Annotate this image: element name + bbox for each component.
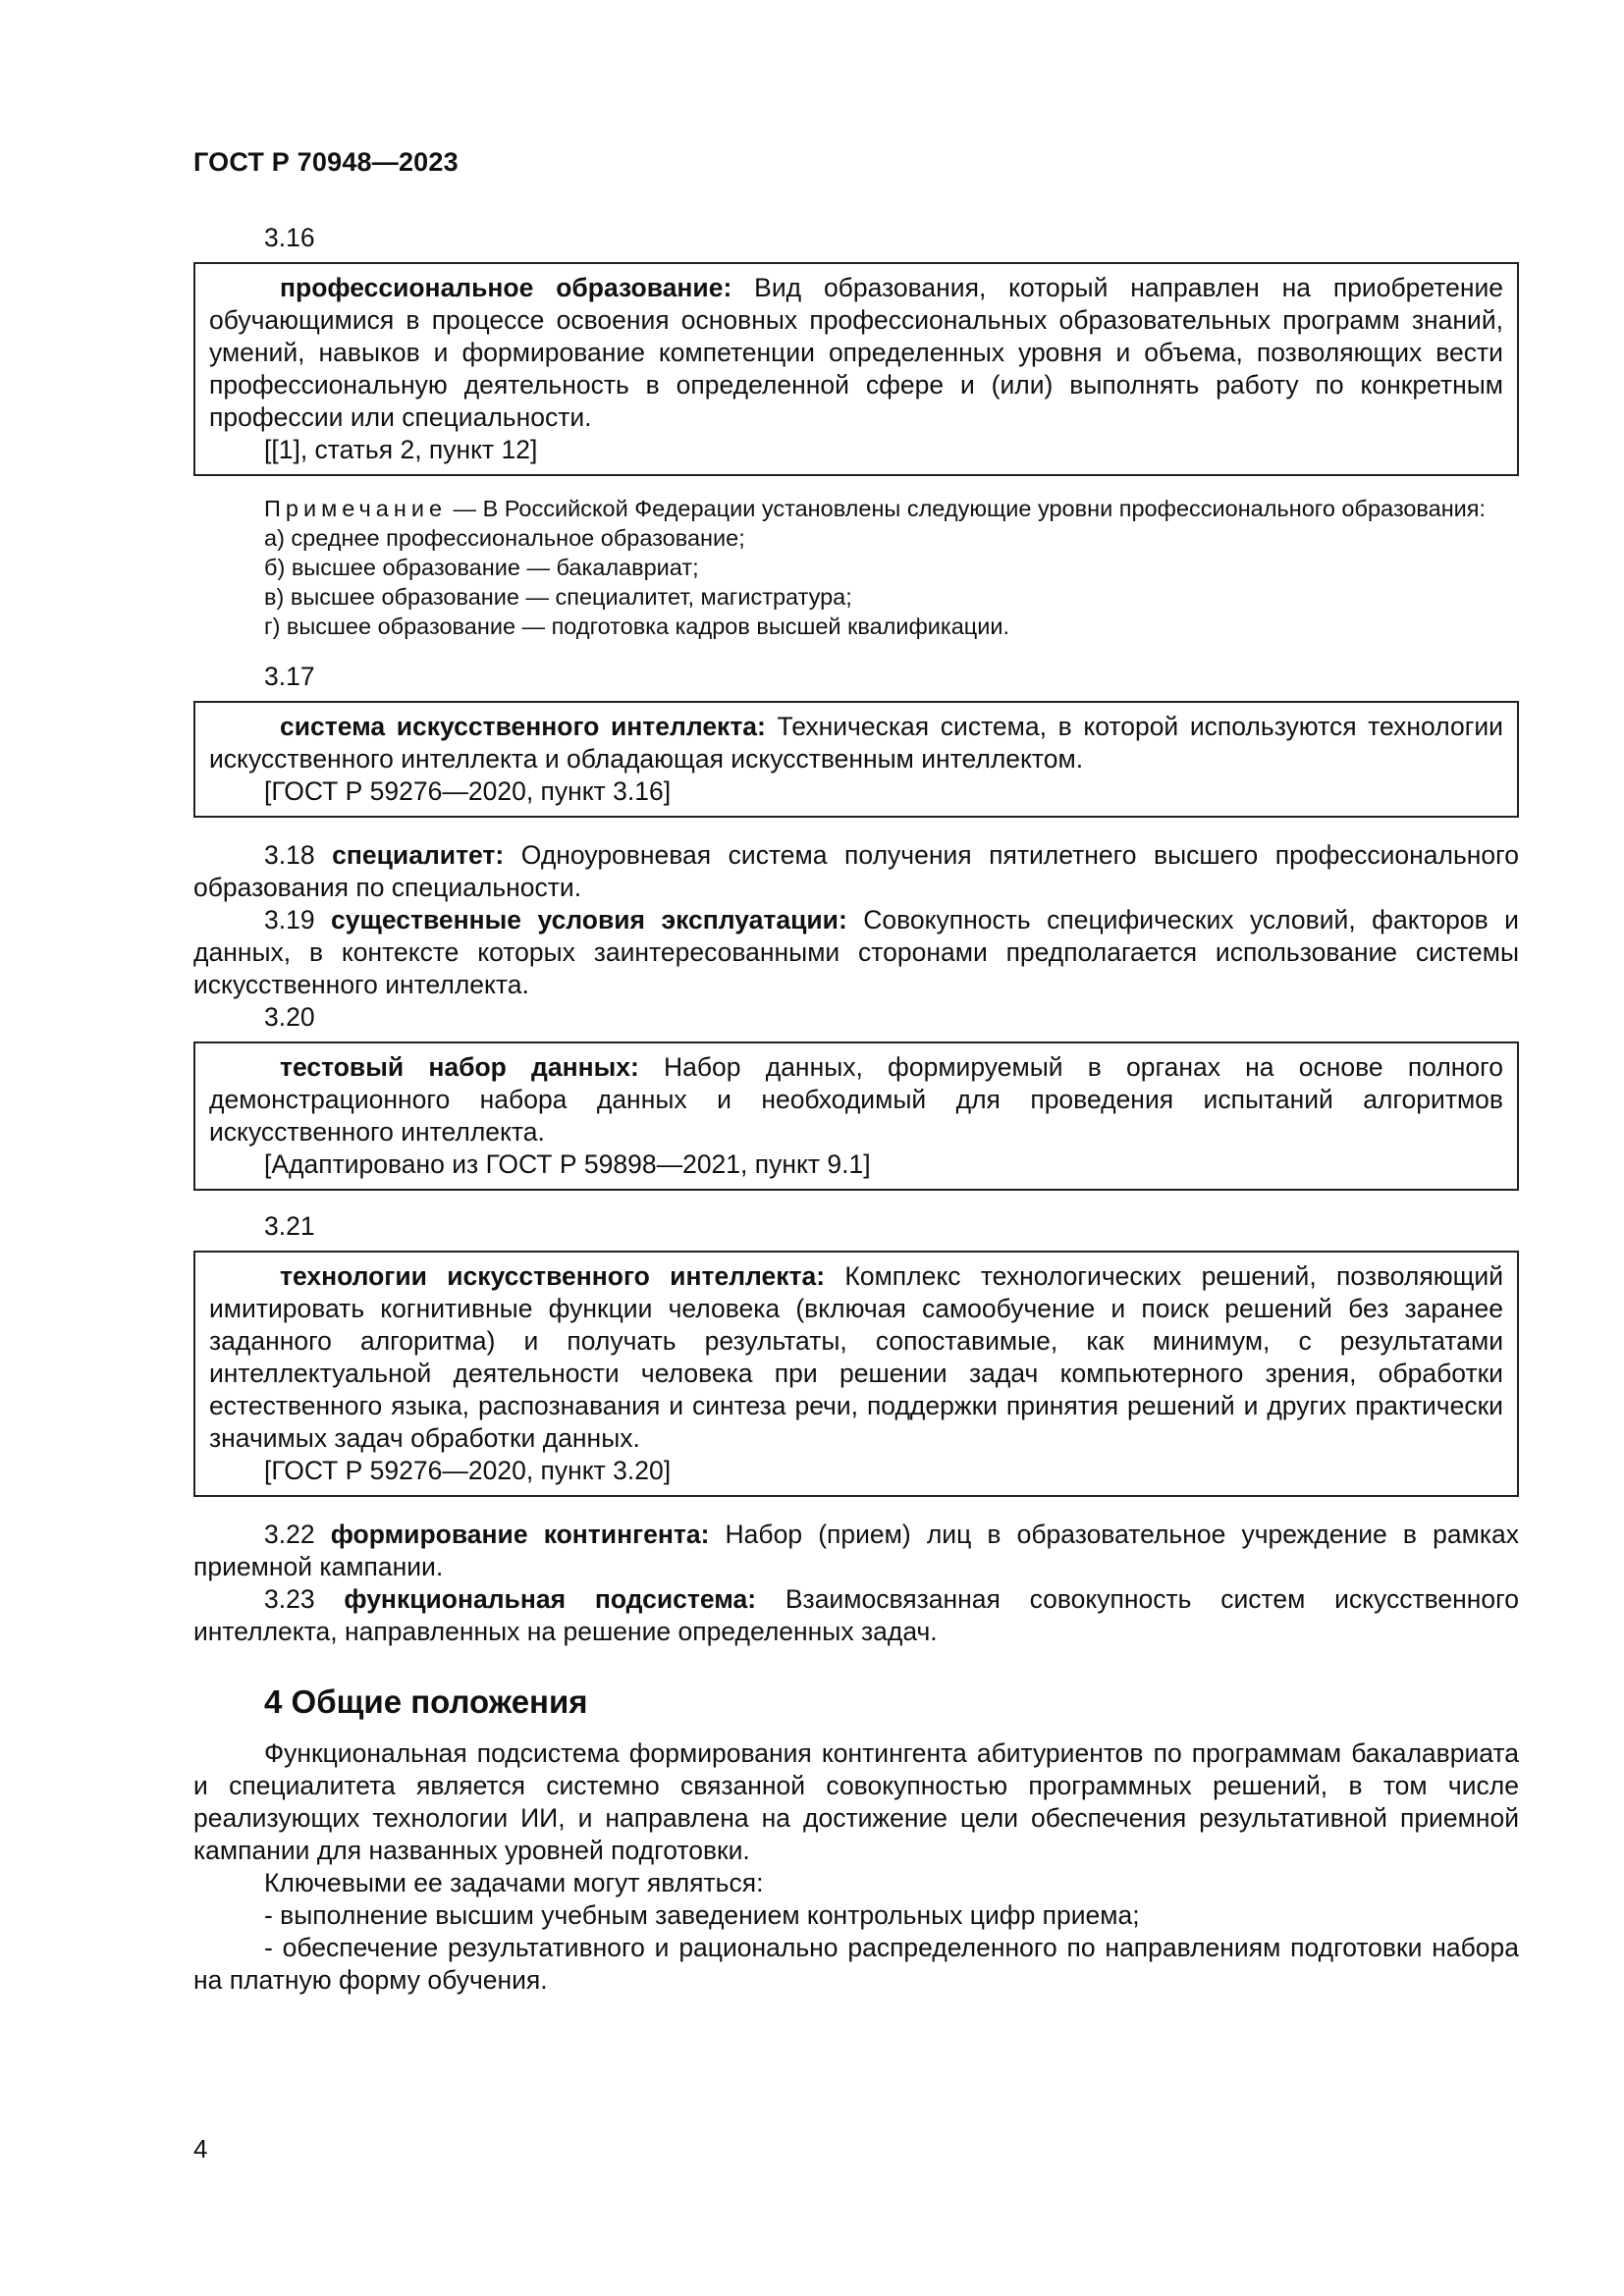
term-source: [Адаптировано из ГОСТ Р 59898—2021, пункт 9.1] (264, 1149, 871, 1179)
term-number: 3.17 (264, 662, 315, 691)
term-definition: система искусственного интеллекта: Техническая система, в которой используются технологии искусственного интеллекта и обладающая искусственным интеллектом. (209, 712, 1503, 774)
term-definition: профессиональное образование: Вид образования, который направлен на приобретение обучающимися в процессе освоения основных профессиональных образовательных программ знаний, умений, навыков и формирование компетенции определенных уровня и объема, позволяющих вести профессиональную деятельность в определенной сфере и (или) выполнять работу по конкретным профессии или специальности. (209, 273, 1503, 432)
document-body (193, 222, 1519, 1997)
note-item: в) высшее образование — специалитет, магистратура; (264, 584, 852, 610)
term-entry-3-18: 3.18 специалитет: Одноуровневая система получения пятилетнего высшего профессионального образования по специальности. (193, 840, 1519, 902)
term-number: 3.21 (264, 1211, 315, 1241)
section-paragraph: Ключевыми ее задачами могут являться: (264, 1868, 764, 1897)
term-source: [[1], статья 2, пункт 12] (264, 435, 538, 464)
term-entry-3-19: 3.19 существенные условия эксплуатации: Совокупность специфических условий, факторов и данных, в контексте которых заинтересованными сторонами предполагается использование системы искусственного интеллекта. (193, 905, 1519, 999)
note-label: Примечание (264, 496, 448, 521)
term-entry-3-22: 3.22 формирование контингента: Набор (прием) лиц в образовательное учреждение в рамках приемной кампании. (193, 1520, 1519, 1581)
term-name: специалитет: (332, 840, 505, 870)
term-box-3-16 (193, 262, 1519, 476)
note-block (193, 494, 1519, 641)
document-header: ГОСТ Р 70948—2023 (193, 147, 459, 177)
term-name: технологии искусственного интеллекта: (280, 1261, 826, 1291)
term-name: формирование контингента: (330, 1520, 710, 1549)
term-box-3-20 (193, 1041, 1519, 1191)
note-item: г) высшее образование — подготовка кадров высшей квалификации. (264, 614, 1010, 639)
note-item: а) среднее профессиональное образование; (264, 525, 745, 551)
list-item: - обеспечение результативного и рационально распределенного по направлениям подготовки набора на платную форму обучения. (193, 1933, 1519, 1995)
term-name: существенные условия эксплуатации: (331, 905, 847, 934)
page-number: 4 (193, 2134, 208, 2163)
term-name: тестовый набор данных: (280, 1052, 639, 1082)
list-item: - выполнение высшим учебным заведением контрольных цифр приема; (264, 1900, 1140, 1930)
term-source: [ГОСТ Р 59276—2020, пункт 3.20] (264, 1456, 672, 1485)
term-number: 3.20 (264, 1002, 315, 1032)
term-definition: тестовый набор данных: Набор данных, формируемый в органах на основе полного демонстрационного набора данных и необходимый для проведения испытаний алгоритмов искусственного интеллекта. (209, 1052, 1503, 1147)
term-name: функциональная подсистема: (344, 1584, 757, 1614)
term-number: 3.16 (264, 223, 315, 252)
term-box-3-17 (193, 701, 1519, 818)
term-entry-3-23: 3.23 функциональная подсистема: Взаимосвязанная совокупность систем искусственного интеллекта, направленных на решение определенных задач. (193, 1584, 1519, 1646)
section-paragraph: Функциональная подсистема формирования контингента абитуриентов по программам бакалавриата и специалитета является системно связанной совокупностью программных решений, в том числе реализующих технологии ИИ, и направлена на достижение цели обеспечения результативной приемной кампании для названных уровней подготовки. (193, 1738, 1519, 1865)
note-item: б) высшее образование — бакалавриат; (264, 555, 699, 580)
term-source: [ГОСТ Р 59276—2020, пункт 3.16] (264, 776, 672, 806)
term-definition: технологии искусственного интеллекта: Комплекс технологических решений, позволяющий имитировать когнитивные функции человека (включая самообучение и поиск решений без заранее заданного алгоритма) и получать результаты, сопоставимые, как минимум, с результатами интеллектуальной деятельности человека при решении задач компьютерного зрения, обработки естественного языка, распознавания и синтеза речи, поддержки принятия решений и других практически значимых задач обработки данных. (209, 1261, 1503, 1453)
term-name: система искусственного интеллекта: (280, 712, 766, 741)
term-name: профессиональное образование: (280, 273, 732, 302)
section-title: 4 Общие положения (264, 1683, 588, 1720)
note-lead: Примечание — В Российской Федерации установлены следующие уровни профессионального образования: (264, 496, 1487, 521)
term-box-3-21 (193, 1251, 1519, 1497)
